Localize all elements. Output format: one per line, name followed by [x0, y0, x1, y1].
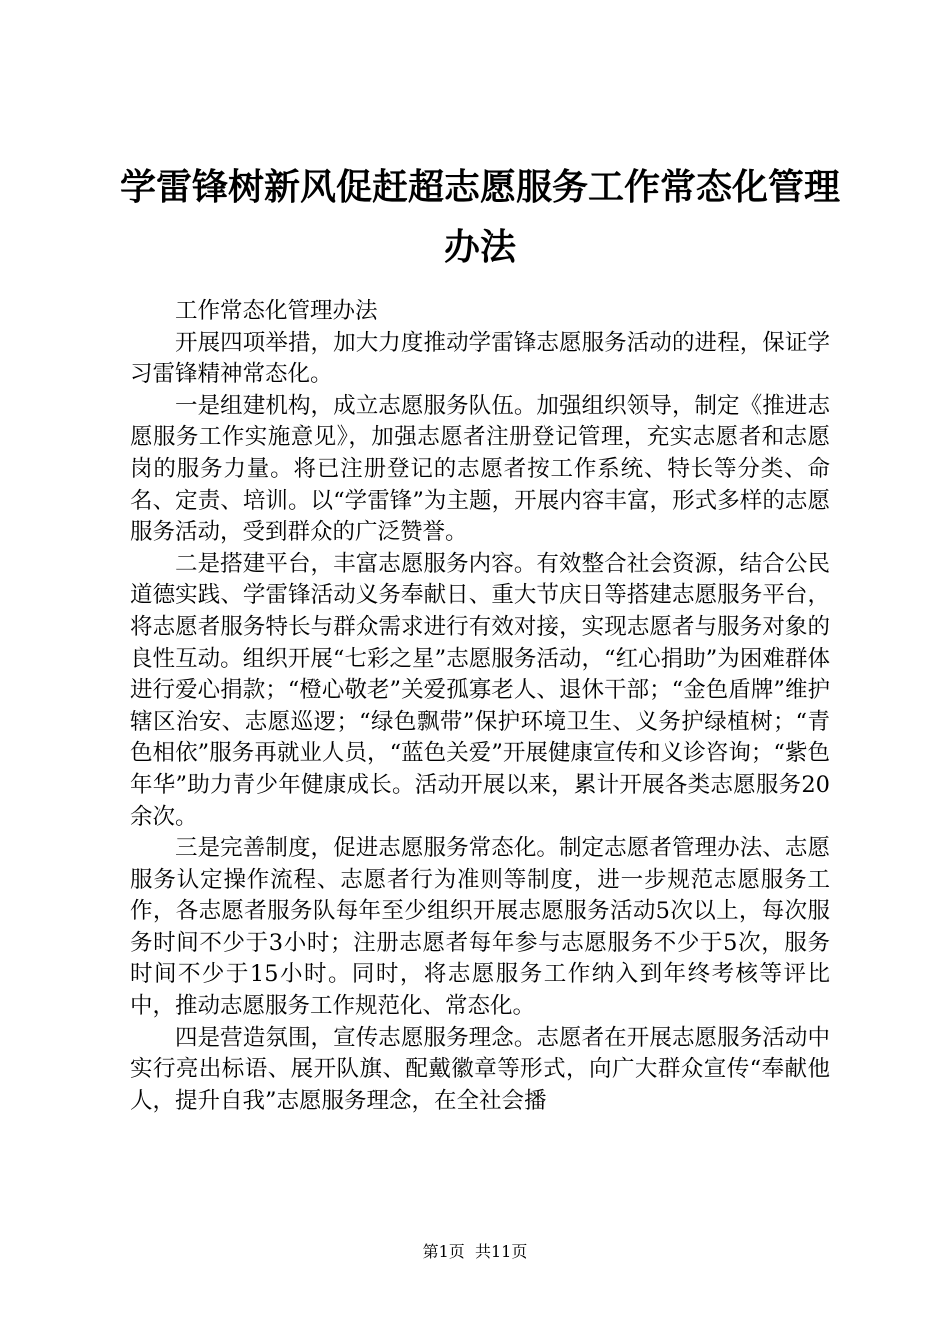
- page-footer: [0, 1242, 950, 1262]
- page-number: 第1页: [422, 1242, 465, 1261]
- paragraph-measure-1: 一是组建机构，成立志愿服务队伍。加强组织领导，制定《推进志愿服务工作实施意见》，加强志愿者注册登记管理，充实志愿者和志愿岗的服务力量。将已注册登记的志愿者按工作系统、特长等分类、命名、定责、培训。以“学雷锋”为主题，开展内容丰富，形式多样的志愿服务活动，受到群众的广泛赞誉。: [130, 392, 830, 546]
- document-title: 学雷锋树新风促赶超志愿服务工作常态化管理办法: [119, 167, 840, 268]
- footer-spacer: [465, 1242, 475, 1261]
- paragraph-intro: 开展四项举措，加大力度推动学雷锋志愿服务活动的进程，保证学习雷锋精神常态化。: [130, 329, 830, 388]
- paragraph-measure-2: 二是搭建平台，丰富志愿服务内容。有效整合社会资源，结合公民道德实践、学雷锋活动义务奉献日、重大节庆日等搭建志愿服务平台，将志愿者服务特长与群众需求进行有效对接，实现志愿者与服务对象的良性互动。组织开展“七彩之星”志愿服务活动，“红心捐助”为困难群体进行爱心捐款；“橙心敬老”关爱孤寡老人、退休干部；“金色盾牌”维护辖区治安、志愿巡逻；“绿色飘带”保护环境卫生、义务护绿植树；“青色相依”服务再就业人员，“蓝色关爱”开展健康宣传和义诊咨询；“紫色年华”助力青少年健康成长。活动开展以来，累计开展各类志愿服务20余次。: [130, 550, 830, 830]
- paragraph-subtitle: 工作常态化管理办法: [175, 298, 378, 324]
- paragraph-measure-3: 三是完善制度，促进志愿服务常态化。制定志愿者管理办法、志愿服务认定操作流程、志愿者行为准则等制度，进一步规范志愿服务工作，各志愿者服务队每年至少组织开展志愿服务活动5次以上，每次服务时间不少于3小时；注册志愿者每年参与志愿服务不少于5次，服务时间不少于15小时。同时，将志愿服务工作纳入到年终考核等评比中，推动志愿服务工作规范化、常态化。: [130, 835, 830, 1020]
- document-body: [130, 296, 830, 1117]
- page-total: 共11页: [474, 1242, 528, 1261]
- paragraph-measure-4: 四是营造氛围，宣传志愿服务理念。志愿者在开展志愿服务活动中实行亮出标语、展开队旗、配戴徽章等形式，向广大群众宣传“奉献他人，提升自我”志愿服务理念，在全社会播: [130, 1024, 830, 1114]
